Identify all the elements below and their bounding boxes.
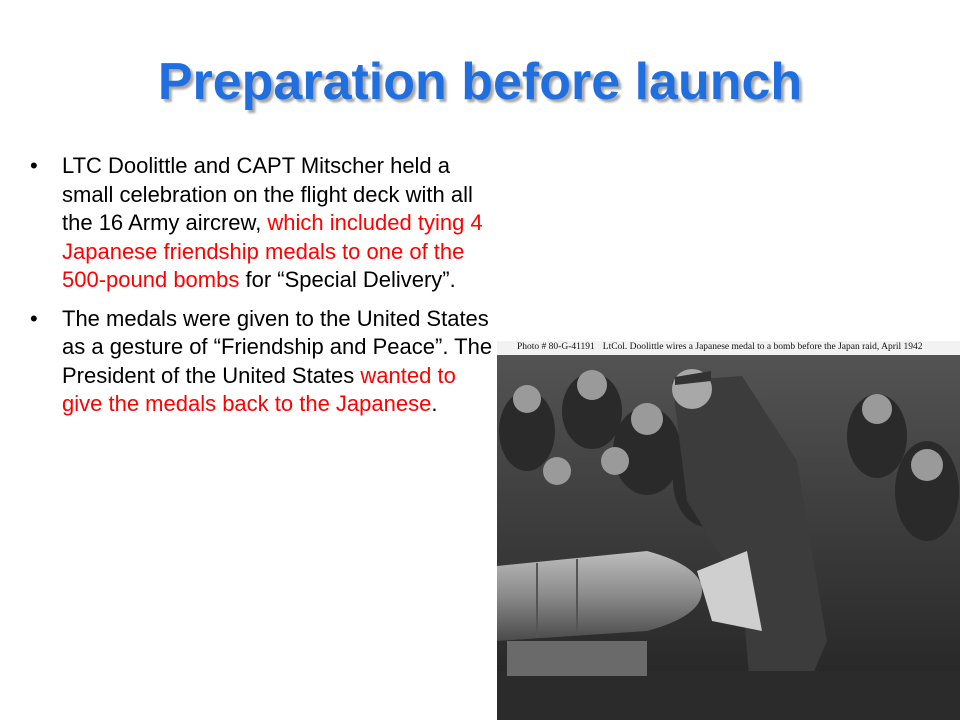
- bullet-text-highlight: which included tying 4 Japanese friendship medals to one of the 500-pound bombs: [62, 210, 483, 292]
- slide-title: Preparation before launch: [157, 53, 803, 111]
- bullet-text-segment: for “Special Delivery”.: [239, 267, 456, 292]
- historical-photo: [497, 341, 960, 720]
- bullet-text-segment: LTC Doolittle and CAPT Mitscher held a small celebration on the flight deck with all the 16 Army aircrew,: [62, 153, 473, 235]
- bullet-item: [28, 152, 498, 295]
- photo-image: [497, 341, 960, 720]
- bullet-dot-icon: •: [30, 305, 38, 331]
- photo-caption-text: LtCol. Doolittle wires a Japanese medal to a bomb before the Japan raid, April 1942: [602, 342, 923, 352]
- photo-caption-bar: [497, 341, 960, 355]
- photo-number: Photo # 80-G-41191: [517, 342, 595, 352]
- photo-caption: [517, 342, 923, 352]
- bullet-list: [28, 152, 498, 429]
- bullet-text-segment: .: [431, 391, 438, 416]
- bullet-item: [28, 305, 498, 419]
- bullet-text-highlight: wanted to give the medals back to the Japanese: [62, 362, 456, 416]
- bullet-dot-icon: •: [30, 153, 38, 178]
- bullet-text-segment: The medals were given to the United States as a gesture of “Friendship and Peace”. The President of the United States: [62, 305, 493, 388]
